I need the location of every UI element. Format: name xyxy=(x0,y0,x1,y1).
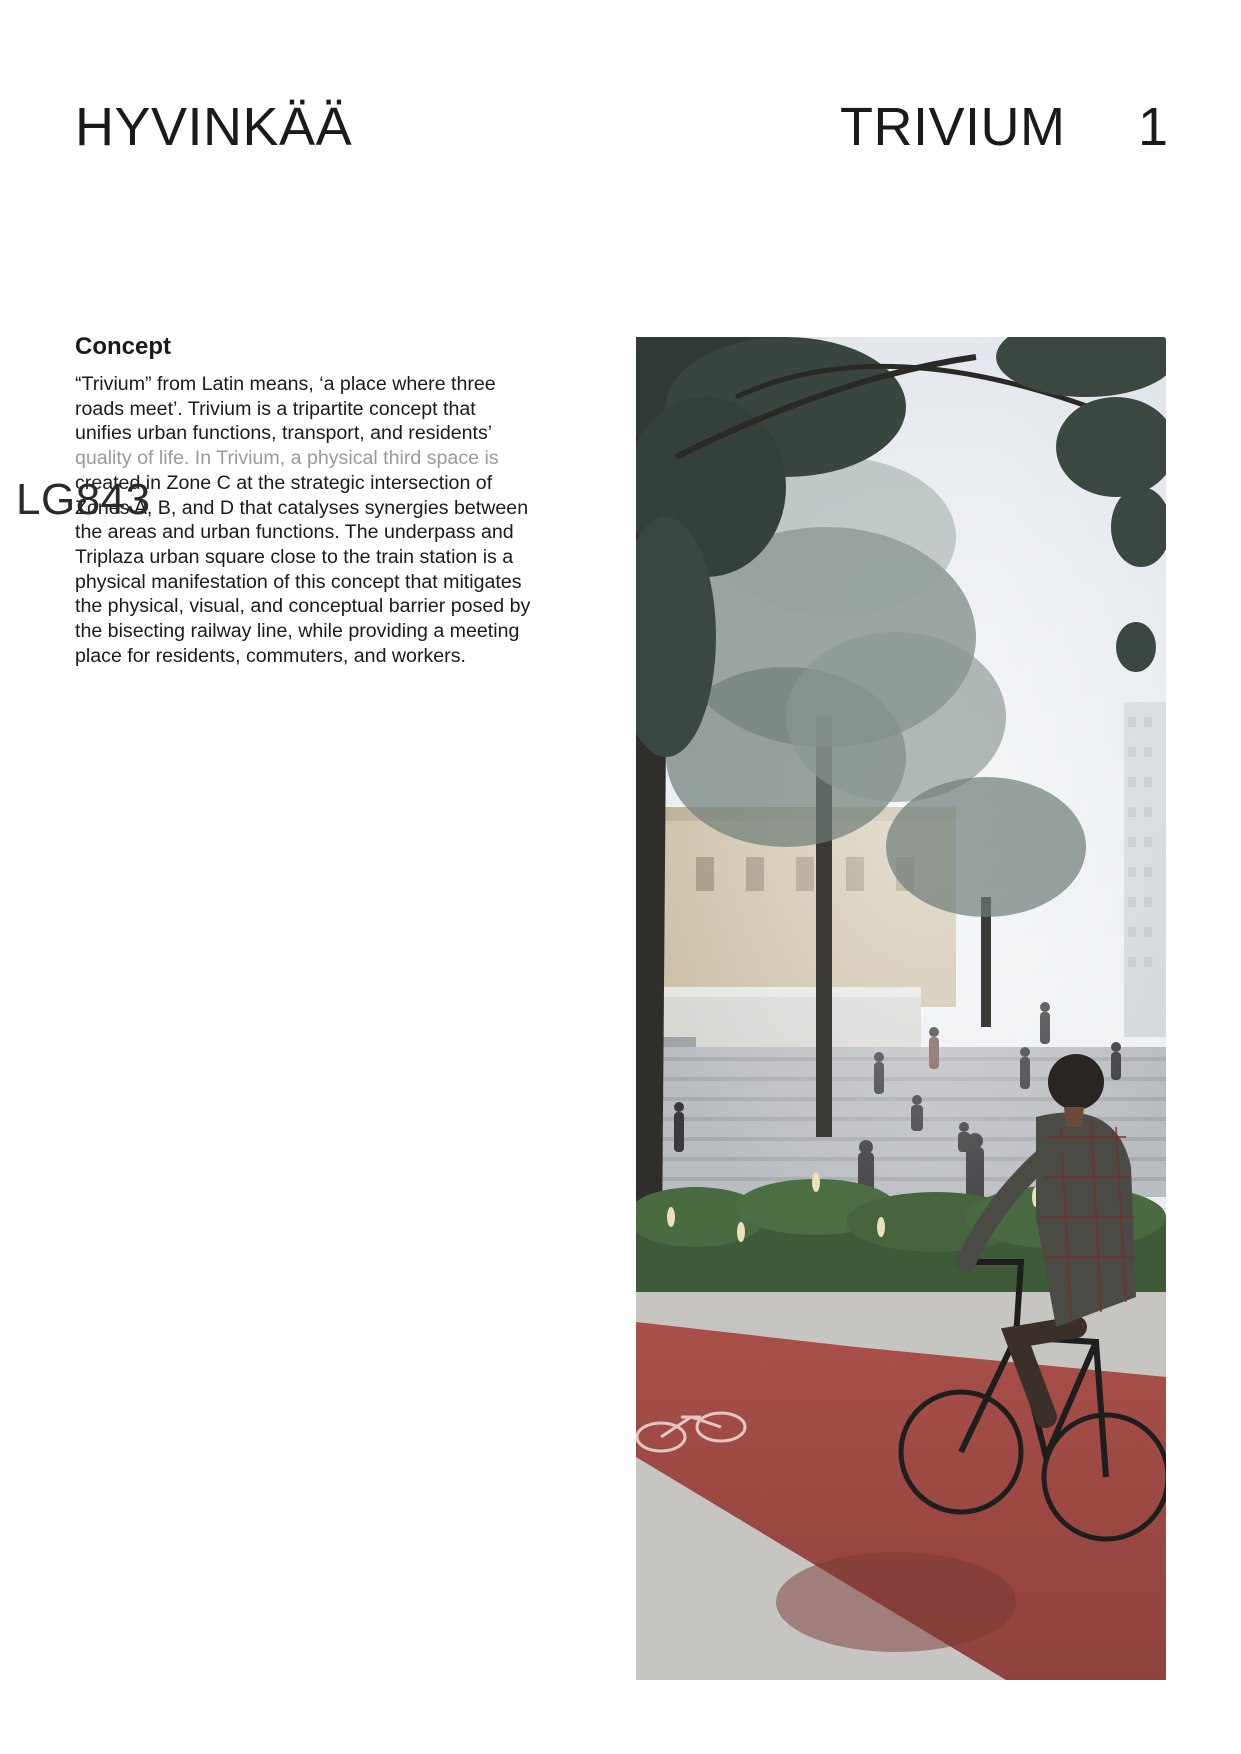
project-title: TRIVIUM xyxy=(840,97,1066,157)
paragraph-line: Triplaza urban square close to the train station is a xyxy=(75,545,514,568)
paragraph-line: the bisecting railway line, while providing a meeting xyxy=(75,620,520,643)
watermark-code: LG843 xyxy=(16,475,151,524)
paragraph-line: the physical, visual, and conceptual barrier posed by xyxy=(75,595,531,618)
paragraph-line: “Trivium” from Latin means, ‘a place where three xyxy=(75,373,496,395)
paragraph-line: Zones A, B, and D that catalyses synergies between xyxy=(75,496,529,519)
concept-paragraph xyxy=(75,372,615,668)
paragraph-line: created in Zone C at the strategic intersection of xyxy=(75,471,493,494)
section-heading: Concept xyxy=(75,333,171,360)
paragraph-line: place for residents, commuters, and workers. xyxy=(75,644,466,667)
paragraph-line: the areas and urban functions. The underpass and xyxy=(75,521,514,544)
paragraph-line: roads meet’. Trivium is a tripartite concept that xyxy=(75,397,476,420)
paragraph-line: quality of life. In Trivium, a physical third space is xyxy=(75,447,499,470)
paragraph-line: unifies urban functions, transport, and residents’ xyxy=(75,422,493,445)
rendering-image xyxy=(636,337,1166,1680)
place-title: HYVINKÄÄ xyxy=(75,97,353,157)
paragraph-line: physical manifestation of this concept that mitigates xyxy=(75,570,522,593)
page-number: 1 xyxy=(1138,97,1169,157)
